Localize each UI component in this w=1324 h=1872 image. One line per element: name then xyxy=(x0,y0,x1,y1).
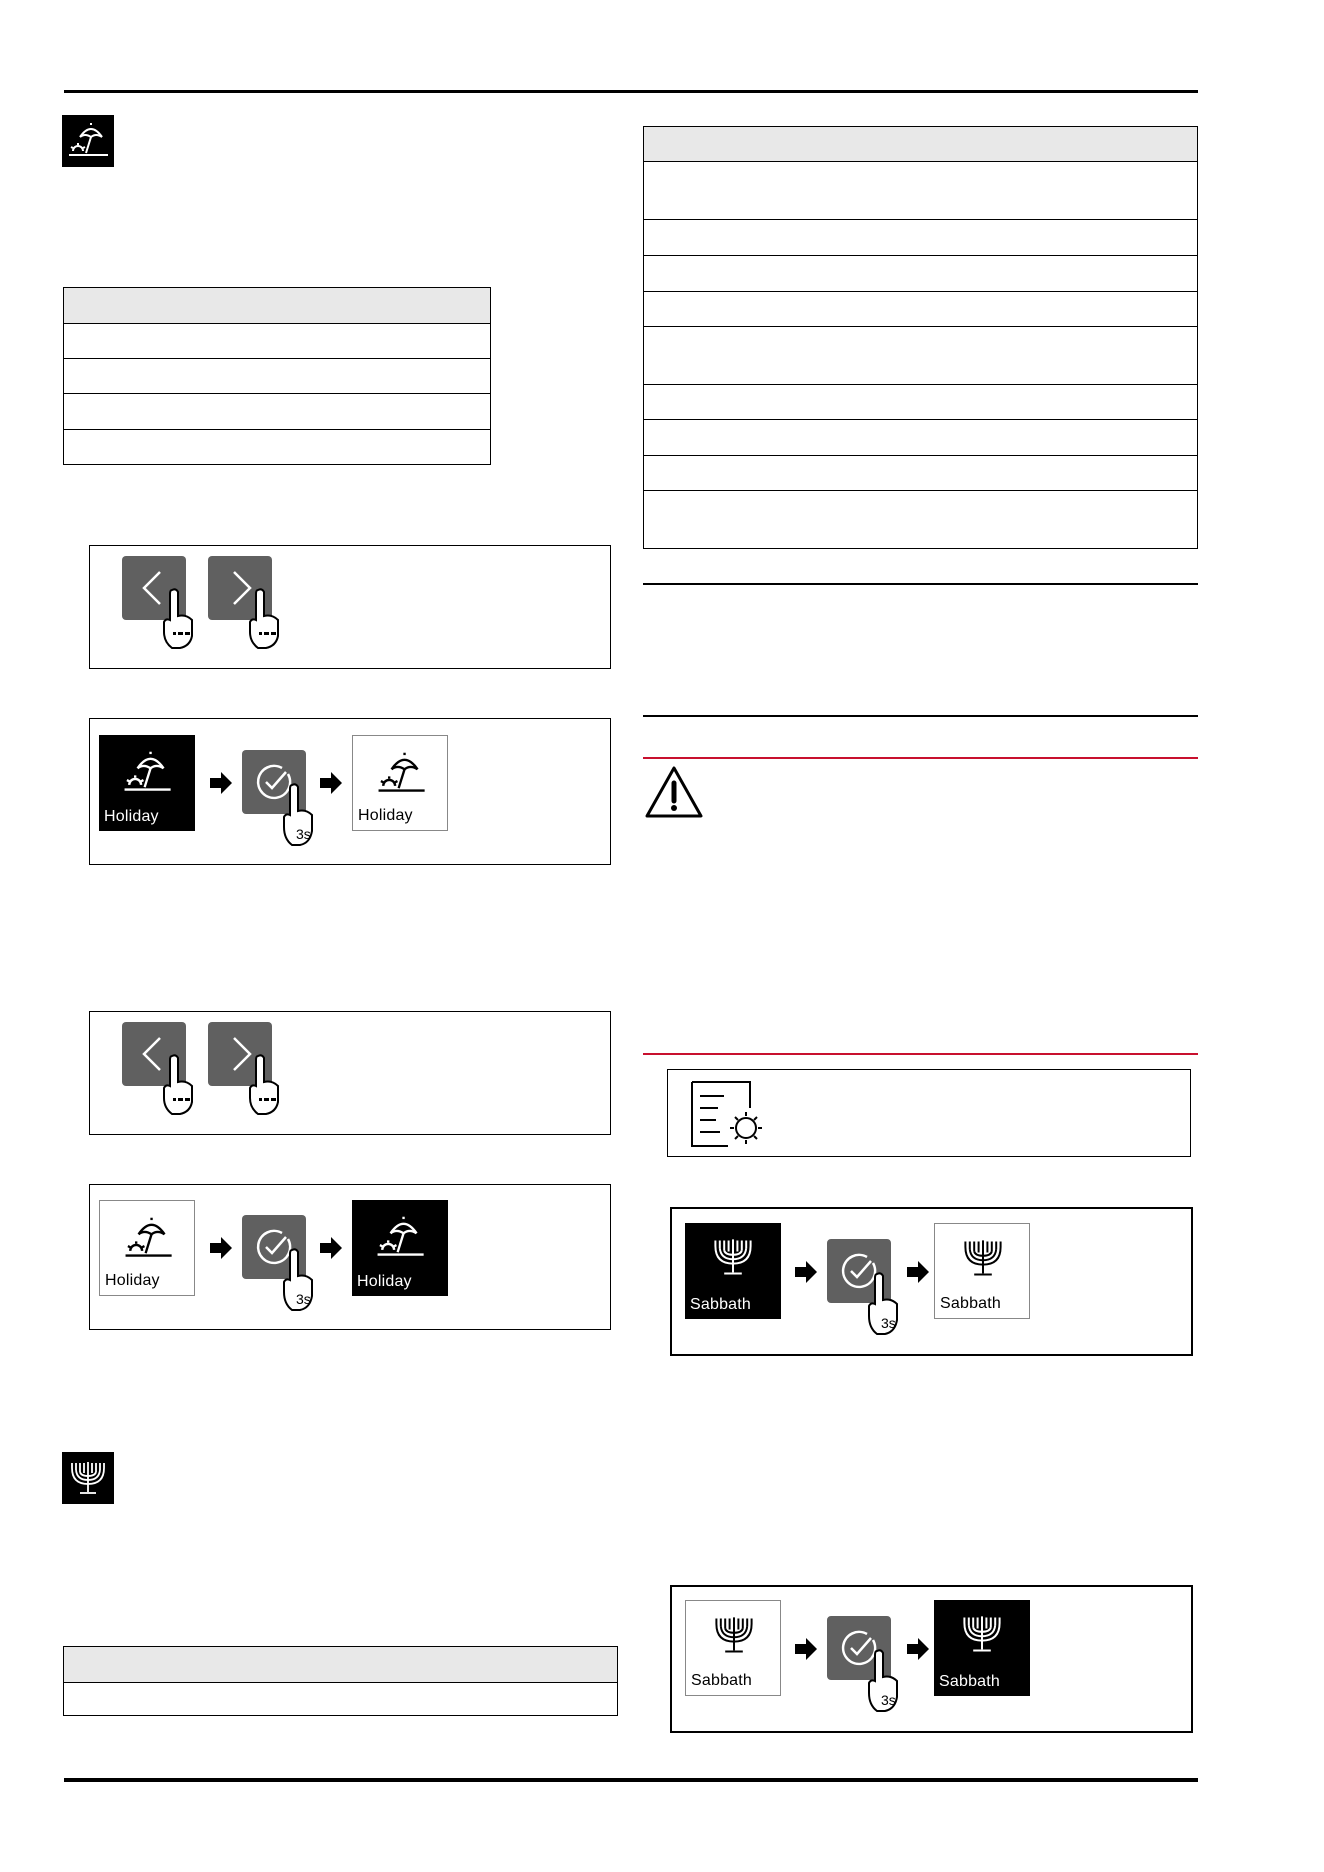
table-row xyxy=(644,327,1198,385)
hand-press-icon xyxy=(282,783,316,847)
arrow-right-icon xyxy=(208,770,234,796)
table-row xyxy=(644,491,1198,549)
tile-label: Sabbath xyxy=(939,1673,1001,1690)
arrow-right-icon xyxy=(318,1235,344,1261)
beach-umbrella-icon xyxy=(374,1212,426,1264)
table-row xyxy=(644,162,1198,220)
hand-press-icon xyxy=(248,1054,282,1116)
table-header-row xyxy=(64,288,491,324)
arrow-right-icon xyxy=(905,1259,931,1285)
sabbath-badge-icon xyxy=(62,1452,114,1504)
settings-document-icon xyxy=(688,1078,772,1150)
table-row xyxy=(644,292,1198,327)
sabbath-tile-active xyxy=(685,1223,781,1319)
tile-label: Sabbath xyxy=(691,1672,753,1689)
holiday-tile-inactive xyxy=(352,735,448,831)
table-row xyxy=(644,220,1198,256)
beach-umbrella-icon xyxy=(375,748,427,800)
tile-label: Holiday xyxy=(358,807,413,824)
arrow-right-icon xyxy=(905,1636,931,1662)
hold-duration-label: 3s xyxy=(296,826,311,842)
hand-press-icon xyxy=(162,588,196,650)
sabbath-tile-inactive xyxy=(685,1600,781,1696)
navigation-keys-figure xyxy=(89,545,611,669)
table-header-row xyxy=(644,127,1198,162)
navigation-keys-figure xyxy=(89,1011,611,1135)
menorah-icon xyxy=(960,1612,1004,1656)
beach-umbrella-icon xyxy=(121,747,173,799)
table-row xyxy=(64,430,491,465)
holiday-tile-inactive xyxy=(99,1200,195,1296)
warning-bottom-rule xyxy=(643,1053,1198,1055)
holiday-activate-figure xyxy=(89,718,611,865)
warning-triangle-icon xyxy=(644,765,704,819)
section-rule xyxy=(643,583,1198,585)
table-row xyxy=(644,256,1198,292)
hold-duration-label: 3s xyxy=(881,1692,896,1708)
arrow-right-icon xyxy=(793,1636,819,1662)
hand-press-icon xyxy=(248,588,282,650)
table-row xyxy=(64,1683,618,1716)
table-row xyxy=(64,359,491,394)
menorah-icon xyxy=(711,1235,755,1279)
table-row xyxy=(644,456,1198,491)
sabbath-table xyxy=(63,1646,618,1716)
settings-note-box xyxy=(667,1069,1191,1157)
tile-label: Holiday xyxy=(357,1273,412,1290)
section-rule xyxy=(643,715,1198,717)
sabbath-tile-inactive xyxy=(934,1223,1030,1319)
table-row xyxy=(644,385,1198,420)
beach-umbrella-icon xyxy=(122,1213,174,1265)
table-header-row xyxy=(64,1647,618,1683)
holiday-tile-active xyxy=(352,1200,448,1296)
menorah-icon xyxy=(712,1613,756,1657)
hand-press-icon xyxy=(867,1272,901,1336)
tile-label: Sabbath xyxy=(690,1296,752,1313)
sabbath-tile-active xyxy=(934,1600,1030,1696)
right-table xyxy=(643,126,1198,549)
table-row xyxy=(64,394,491,430)
holiday-badge-icon xyxy=(62,115,114,167)
sabbath-activate-figure xyxy=(670,1207,1193,1356)
hand-press-icon xyxy=(282,1248,316,1312)
holiday-deactivate-figure xyxy=(89,1184,611,1330)
hold-duration-label: 3s xyxy=(296,1291,311,1307)
arrow-right-icon xyxy=(793,1259,819,1285)
hold-duration-label: 3s xyxy=(881,1315,896,1331)
tile-label: Sabbath xyxy=(940,1295,1002,1312)
hand-press-icon xyxy=(162,1054,196,1116)
holiday-table xyxy=(63,287,491,465)
sabbath-deactivate-figure xyxy=(670,1585,1193,1733)
table-row xyxy=(644,420,1198,456)
arrow-right-icon xyxy=(318,770,344,796)
table-row xyxy=(64,324,491,359)
warning-top-rule xyxy=(643,757,1198,759)
header-rule xyxy=(64,90,1198,93)
menorah-icon xyxy=(961,1236,1005,1280)
holiday-tile-active xyxy=(99,735,195,831)
tile-label: Holiday xyxy=(105,1272,160,1289)
arrow-right-icon xyxy=(208,1235,234,1261)
hand-press-icon xyxy=(867,1649,901,1713)
footer-rule xyxy=(64,1778,1198,1782)
tile-label: Holiday xyxy=(104,808,159,825)
